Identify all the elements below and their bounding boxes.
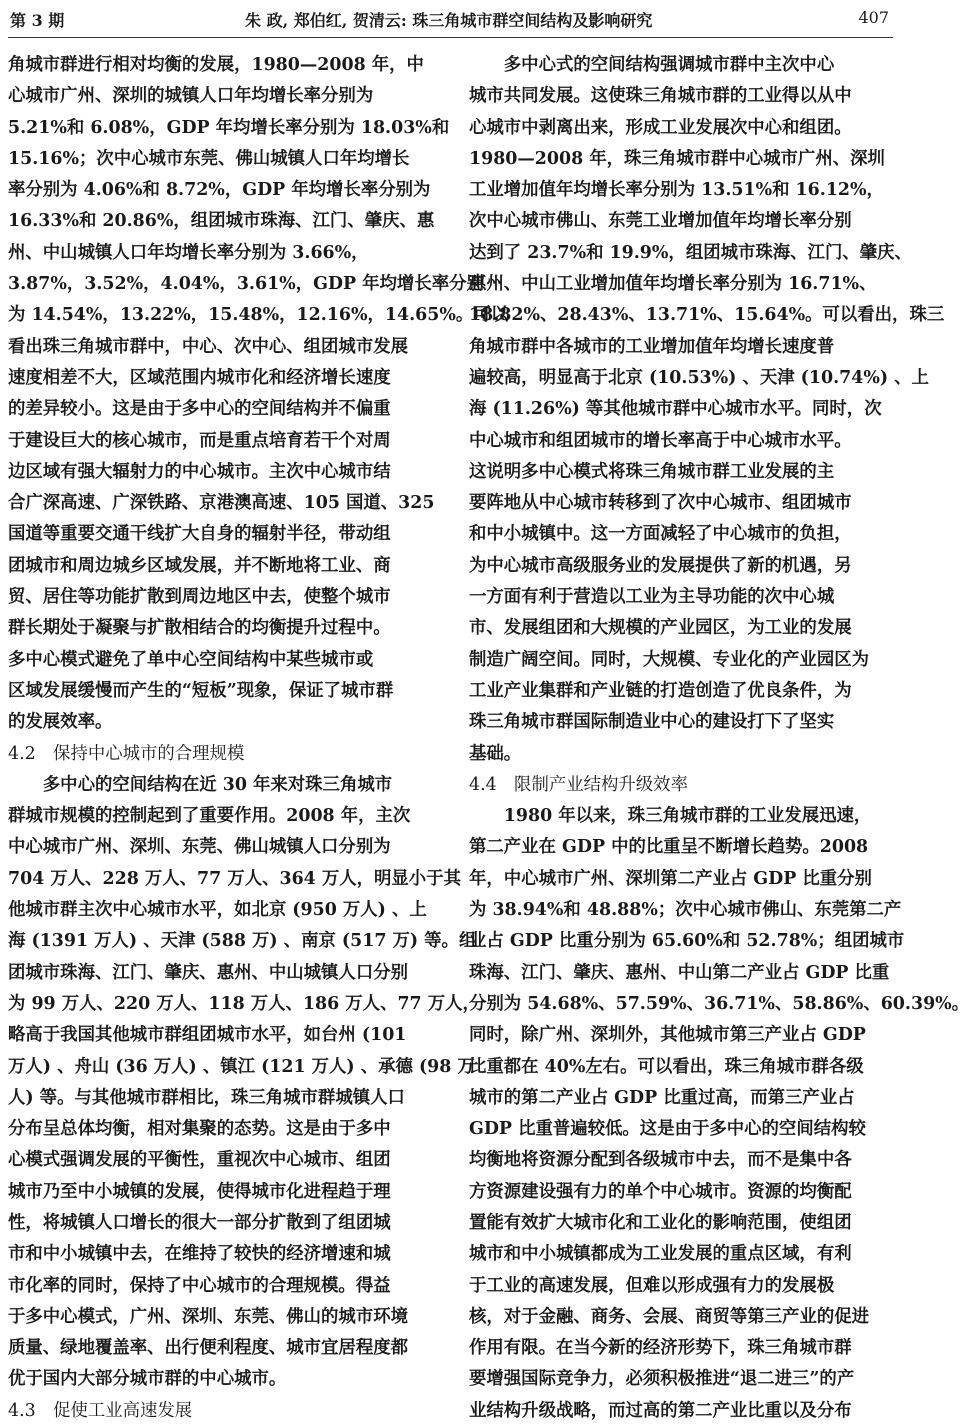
text-line: 心模式强调发展的平衡性，重视次中心城市、组团 — [8, 1150, 391, 1171]
text-line: 略高于我国其他城市群组团城市水平，如台州 (101 — [8, 1025, 407, 1046]
text-line: 区域发展缓慢而产生的“短板”现象，保证了城市群 — [8, 680, 394, 701]
text-line: 边区域有强大辐射力的中心城市。主次中心城市结 — [8, 461, 391, 482]
page-number: 407 — [858, 8, 889, 27]
text-line: 惠州、中山工业增加值年均增长率分别为 16.71%、 — [469, 274, 877, 295]
text-line: 方资源建设强有力的单个中心城市。资源的均衡配 — [469, 1181, 852, 1202]
text-line: 18.82%、28.43%、13.71%、15.64%。可以看出，珠三 — [469, 305, 945, 326]
text-line: 城市的第二产业占 GDP 比重过高，而第三产业占 — [469, 1087, 855, 1108]
section-heading: 4.3 促使工业高速发展 — [8, 1400, 193, 1421]
text-line: 于工业的高速发展，但难以形成强有力的发展极 — [469, 1275, 835, 1296]
text-line: 15.16%；次中心城市东莞、佛山城镇人口年均增长 — [8, 148, 410, 169]
text-line: 3.87%，3.52%，4.04%，3.61%，GDP 年均增长率分别 — [8, 274, 484, 295]
text-line: 第二产业在 GDP 中的比重呈不断增长趋势。2008 — [469, 837, 869, 858]
text-line: 5.21%和 6.08%，GDP 年均增长率分别为 18.03%和 — [8, 117, 450, 138]
page-header — [0, 0, 901, 40]
running-title: 朱 政, 郑伯红, 贺清云: 珠三角城市群空间结构及影响研究 — [245, 11, 653, 30]
text-line: 他城市群主次中心城市水平，如北京 (950 万人) 、上 — [8, 900, 427, 921]
text-line: 团城市和周边城乡区域发展，并不断地将工业、商 — [8, 555, 391, 576]
text-line: 的差异较小。这是由于多中心的空间结构并不偏重 — [8, 399, 391, 420]
text-line: 团城市珠海、江门、肇庆、惠州、中山城镇人口分别 — [8, 962, 408, 983]
text-line: 性，将城镇人口增长的很大一部分扩散到了组团城 — [8, 1212, 391, 1233]
text-line: 市和中小城镇中去，在维持了较快的经济增速和城 — [8, 1244, 391, 1265]
text-line: 城市和中小城镇都成为工业发展的重点区域，有利 — [469, 1244, 852, 1265]
text-line: 中心城市广州、深圳、东莞、佛山城镇人口分别为 — [8, 837, 391, 858]
text-line: 国道等重要交通干线扩大自身的辐射半径，带动组 — [8, 524, 391, 545]
text-line: 16.33%和 20.86%，组团城市珠海、江门、肇庆、惠 — [8, 211, 435, 232]
text-line: 贸、居住等功能扩散到周边地区中去，使整个城市 — [8, 587, 391, 608]
text-line: 分别为 54.68%、57.59%、36.71%、58.86%、60.39%。 — [469, 993, 969, 1014]
text-line: 珠三角城市群国际制造业中心的建设打下了坚实 — [469, 712, 835, 733]
text-line: 次中心城市佛山、东莞工业增加值年均增长率分别 — [469, 211, 852, 232]
text-line: 州、中山城镇人口年均增长率分别为 3.66%， — [8, 242, 369, 263]
text-line: 城市共同发展。这使珠三角城市群的工业得以从中 — [469, 86, 852, 107]
text-line: 市、发展组团和大规模的产业园区，为工业的发展 — [469, 618, 852, 639]
text-line: 角城市群中各城市的工业增加值年均增长速度普 — [469, 336, 835, 357]
text-line: 为 99 万人、220 万人、118 万人、186 万人、77 万人， — [8, 993, 480, 1014]
text-line: 多中心模式避免了单中心空间结构中某些城市或 — [8, 649, 374, 670]
text-line: 分布呈总体均衡，相对集聚的态势。这是由于多中 — [8, 1119, 391, 1140]
text-line: 要增强国际竞争力，必须积极推进“退二进三”的产 — [469, 1369, 855, 1390]
text-line: 一方面有利于营造以工业为主导功能的次中心城 — [469, 587, 835, 608]
text-line: 合广深高速、广深铁路、京港澳高速、105 国道、325 — [8, 493, 435, 514]
text-line: 基础。 — [469, 743, 522, 764]
text-line: 均衡地将资源分配到各级城市中去，而不是集中各 — [469, 1150, 852, 1171]
text-line: 置能有效扩大城市化和工业化的影响范围，使组团 — [469, 1212, 852, 1233]
text-line: 1980 年以来，珠三角城市群的工业发展迅速， — [469, 806, 872, 827]
text-line: 年，中心城市广州、深圳第二产业占 GDP 比重分别 — [469, 868, 872, 889]
text-line: 达到了 23.7%和 19.9%，组团城市珠海、江门、肇庆、 — [469, 242, 912, 263]
text-line: 心城市中剥离出来，形成工业发展次中心和组团。 — [469, 117, 852, 138]
text-line: 角城市群进行相对均衡的发展，1980—2008 年，中 — [8, 55, 424, 75]
text-line: 人) 等。与其他城市群相比，珠三角城市群城镇人口 — [8, 1087, 405, 1108]
text-line: 制造广阔空间。同时，大规模、专业化的产业园区为 — [469, 649, 869, 670]
text-line: 看出珠三角城市群中，中心、次中心、组团城市发展 — [8, 336, 408, 357]
text-line: 为 14.54%，13.22%，15.48%，12.16%，14.65%。可以 — [8, 305, 509, 326]
text-line: 和中小城镇中。这一方面减轻了中心城市的负担， — [469, 524, 852, 545]
text-line: 群长期处于凝聚与扩散相结合的均衡提升过程中。 — [8, 618, 391, 639]
text-line: 万人) 、舟山 (36 万人) 、镇江 (121 万人) 、承德 (98 万 — [8, 1056, 475, 1077]
text-line: 704 万人、228 万人、77 万人、364 万人，明显小于其 — [8, 868, 461, 889]
text-line: 多中心的空间结构在近 30 年来对珠三角城市 — [8, 774, 393, 795]
text-line: 作用有限。在当今新的经济形势下，珠三角城市群 — [469, 1338, 852, 1359]
text-line: 海 (11.26%) 等其他城市群中心城市水平。同时，次 — [469, 399, 882, 420]
header-rule — [8, 37, 893, 38]
text-line: 于多中心模式，广州、深圳、东莞、佛山的城市环境 — [8, 1306, 408, 1327]
text-line: 群城市规模的控制起到了重要作用。2008 年，主次 — [8, 806, 411, 827]
section-heading: 4.4 限制产业结构升级效率 — [469, 774, 688, 795]
text-line: 率分别为 4.06%和 8.72%，GDP 年均增长率分别为 — [8, 180, 431, 201]
text-line: 业占 GDP 比重分别为 65.60%和 52.78%；组团城市 — [469, 931, 905, 952]
text-line: 1980—2008 年，珠三角城市群中心城市广州、深圳 — [469, 148, 885, 169]
text-line: 要阵地从中心城市转移到了次中心城市、组团城市 — [469, 493, 852, 514]
text-line: 海 (1391 万人) 、天津 (588 万) 、南京 (517 万) 等。组 — [8, 931, 477, 952]
right-column — [469, 50, 969, 1427]
text-line: 比重都在 40%左右。可以看出，珠三角城市群各级 — [469, 1056, 864, 1077]
section-heading: 4.2 保持中心城市的合理规模 — [8, 743, 245, 764]
text-line: 业结构升级战略，而过高的第二产业比重以及分布 — [469, 1400, 852, 1421]
text-line: 中心城市和组团城市的增长率高于中心城市水平。 — [469, 430, 852, 451]
text-line: GDP 比重普遍较低。这是由于多中心的空间结构较 — [469, 1119, 866, 1140]
text-line: 遍较高，明显高于北京 (10.53%) 、天津 (10.74%) 、上 — [469, 367, 929, 388]
text-line: 同时，除广州、深圳外，其他城市第三产业占 GDP — [469, 1025, 866, 1046]
text-line: 珠海、江门、肇庆、惠州、中山第二产业占 GDP 比重 — [469, 962, 890, 983]
text-line: 这说明多中心模式将珠三角城市群工业发展的主 — [469, 461, 835, 482]
text-line: 为 38.94%和 48.88%；次中心城市佛山、东莞第二产 — [469, 900, 902, 921]
text-line: 多中心式的空间结构强调城市群中主次中心 — [469, 55, 835, 75]
text-line: 质量、绿地覆盖率、出行便利程度、城市宜居程度都 — [8, 1338, 408, 1359]
text-line: 核，对于金融、商务、会展、商贸等第三产业的促进 — [469, 1306, 869, 1327]
text-line: 优于国内大部分城市群的中心城市。 — [8, 1369, 287, 1390]
issue-label: 第 3 期 — [10, 11, 65, 30]
text-line: 速度相差不大，区域范围内城市化和经济增长速度 — [8, 367, 391, 388]
text-line: 的发展效率。 — [8, 712, 113, 733]
text-line: 为中心城市高级服务业的发展提供了新的机遇，另 — [469, 555, 852, 576]
text-line: 于建设巨大的核心城市，而是重点培育若干个对周 — [8, 430, 391, 451]
text-line: 市化率的同时，保持了中心城市的合理规模。得益 — [8, 1275, 391, 1296]
text-line: 工业产业集群和产业链的打造创造了优良条件，为 — [469, 680, 852, 701]
text-line: 工业增加值年均增长率分别为 13.51%和 16.12%， — [469, 180, 884, 201]
text-line: 心城市广州、深圳的城镇人口年均增长率分别为 — [8, 86, 374, 107]
text-line: 城市乃至中小城镇的发展，使得城市化进程趋于理 — [8, 1181, 391, 1202]
